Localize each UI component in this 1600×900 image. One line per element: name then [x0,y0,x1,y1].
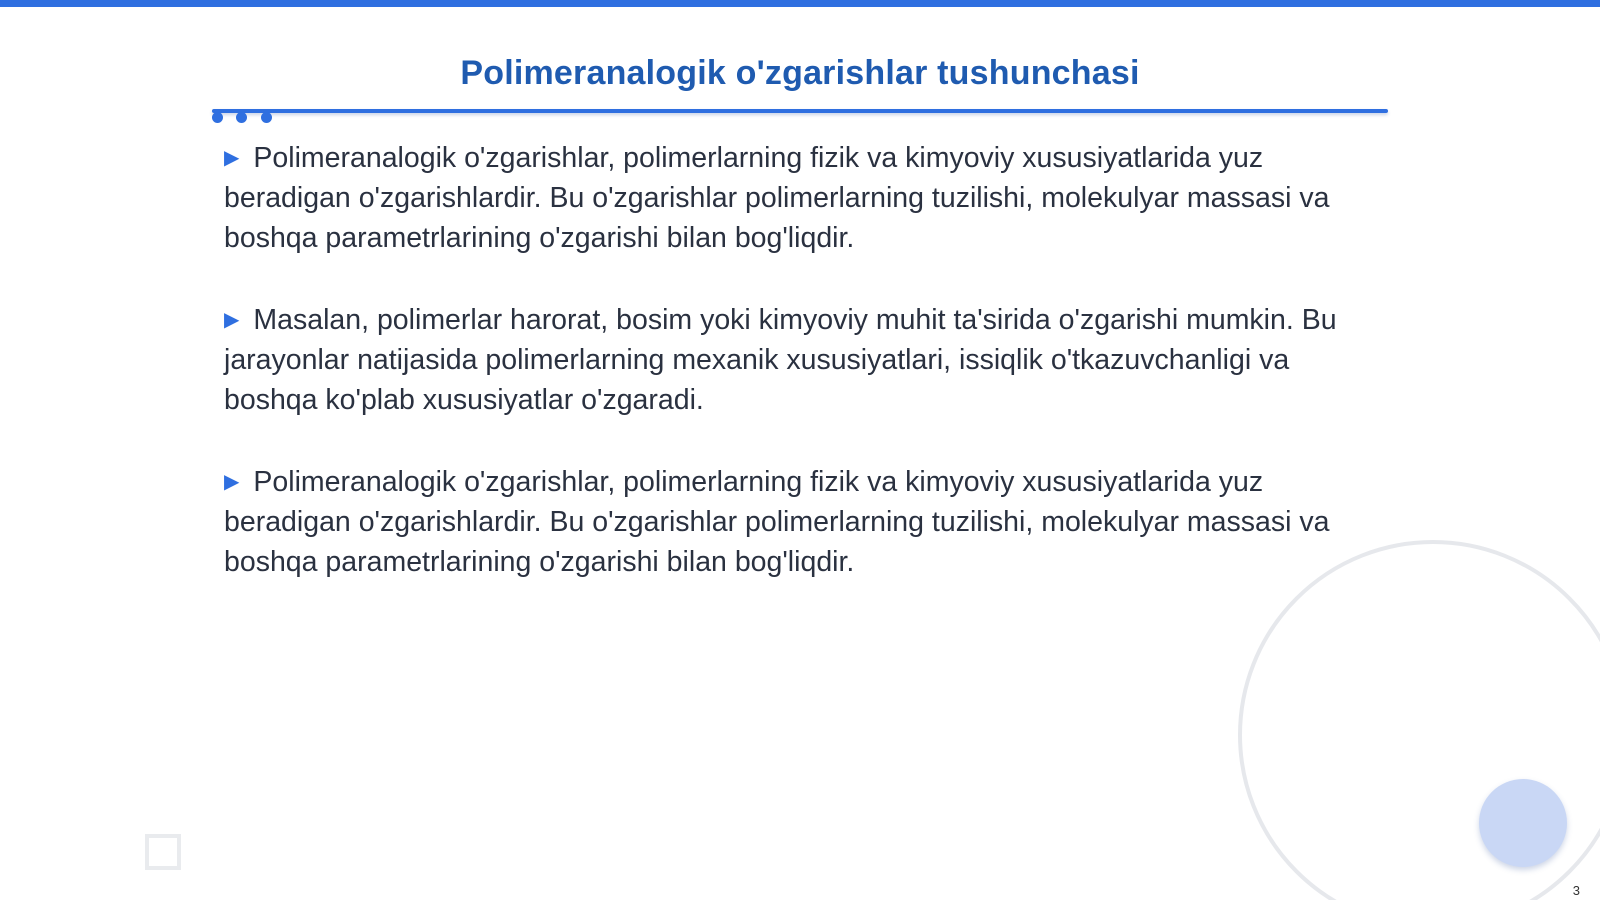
decorative-square [145,834,181,870]
bullet-text: Masalan, polimerlar harorat, bosim yoki kimyoviy muhit ta'sirida o'zgarishi mumkin. Bu jarayonlar natijasida polimerlarning mexanik xususiyatlari, issiqlik o'tkazuvchanligi va boshqa ko'plab xususiyatlar o'zgaradi. [224,304,1337,416]
slide-title: Polimeranalogik o'zgarishlar tushunchasi [460,54,1140,92]
decorative-circle [1479,779,1567,867]
decorative-dot [261,112,272,123]
title-underline [212,109,1388,113]
triangle-bullet-icon: ▶ [224,147,240,169]
triangle-bullet-icon: ▶ [224,309,240,331]
decorative-dot [236,112,247,123]
page-number: 3 [1572,883,1580,898]
decorative-dot [212,112,223,123]
bullet-item [224,138,1374,258]
bullet-item [224,300,1374,420]
triangle-bullet-icon: ▶ [224,471,240,493]
bullet-text: Polimeranalogik o'zgarishlar, polimerlarning fizik va kimyoviy xususiyatlarida yuz beradigan o'zgarishlardir. Bu o'zgarishlar polimerlarning tuzilishi, molekulyar massasi va boshqa parametrlarining o'zgarishi bilan bog'liqdir. [224,466,1330,578]
bullet-text: Polimeranalogik o'zgarishlar, polimerlarning fizik va kimyoviy xususiyatlarida yuz beradigan o'zgarishlardir. Bu o'zgarishlar polimerlarning tuzilishi, molekulyar massasi va boshqa parametrlarining o'zgarishi bilan bog'liqdir. [224,142,1330,254]
bullet-item [224,462,1374,582]
bullet-list [224,138,1374,624]
top-accent-bar [0,0,1600,7]
